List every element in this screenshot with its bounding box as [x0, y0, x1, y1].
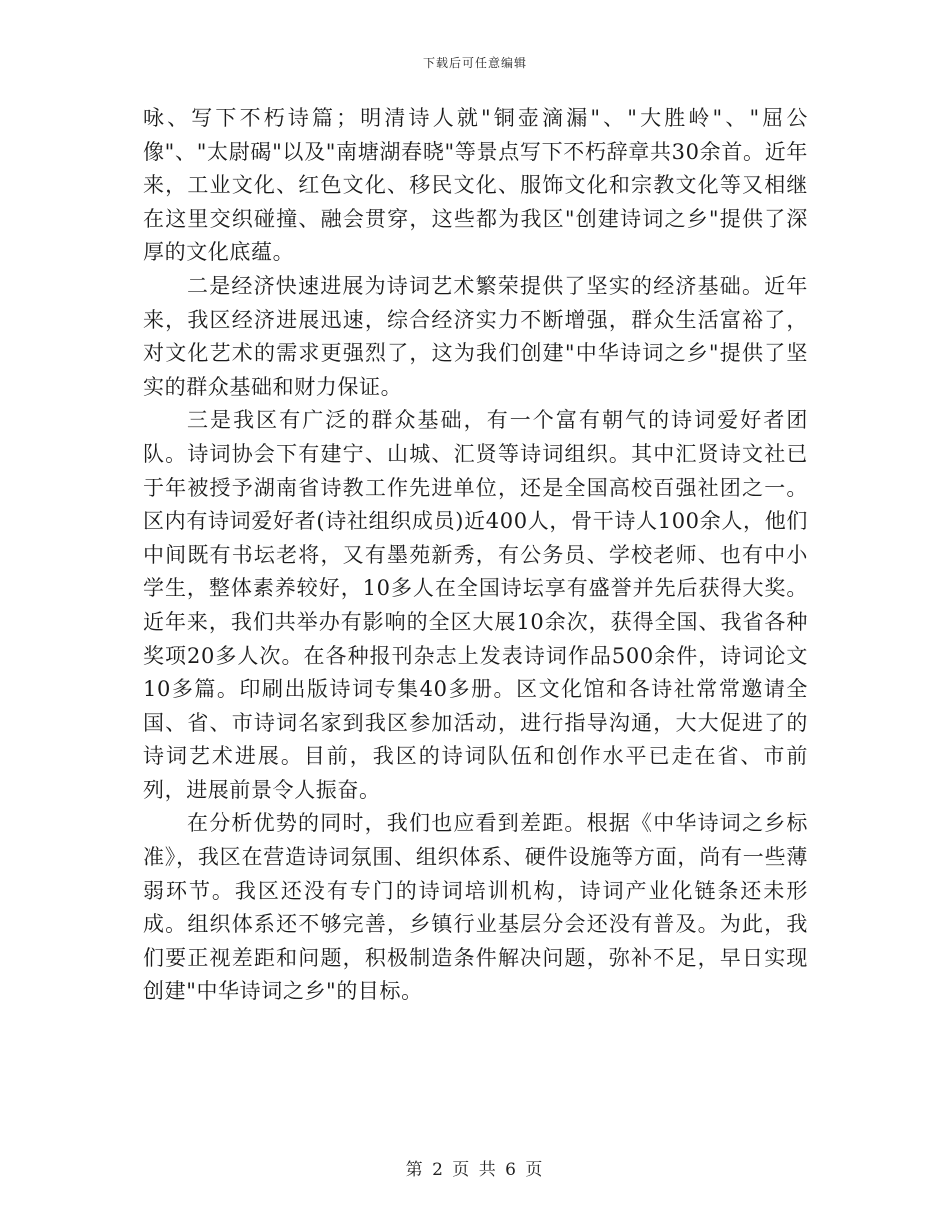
page-header: 下载后可任意编辑	[422, 56, 527, 70]
document-body	[143, 102, 808, 1009]
page-number-footer: 第 2 页 共 6 页	[405, 1160, 545, 1180]
paragraph-2: 二是经济快速进展为诗词艺术繁荣提供了坚实的经济基础。近年来，我区经济进展迅速，综合经济实力不断增强，群众生活富裕了，对文化艺术的需求更强烈了，这为我们创建"中华诗词之乡"提供了坚实的群众基础和财力保证。	[143, 273, 808, 399]
paragraph-1: 咏、写下不朽诗篇；明清诗人就"铜壶滴漏"、"大胜岭"、"屈公像"、"太尉碣"以及"南塘湖春晓"等景点写下不朽辞章共30余首。近年来，工业文化、红色文化、移民文化、服饰文化和宗教文化等又相继在这里交织碰撞、融会贯穿，这些都为我区"创建诗词之乡"提供了深厚的文化底蕴。	[143, 106, 808, 265]
paragraph-3: 三是我区有广泛的群众基础，有一个富有朝气的诗词爱好者团队。诗词协会下有建宁、山城、汇贤等诗词组织。其中汇贤诗文社已于年被授予湖南省诗教工作先进单位，还是全国高校百强社团之一。区内有诗词爱好者(诗社组织成员)近400人，骨干诗人100余人，他们中间既有书坛老将，又有墨苑新秀，有公务员、学校老师、也有中小学生，整体素养较好，10多人在全国诗坛享有盛誉并先后获得大奖。近年来，我们共举办有影响的全区大展10余次，获得全国、我省各种奖项20多人次。在各种报刊杂志上发表诗词作品500余件，诗词论文10多篇。印刷出版诗词专集40多册。区文化馆和各诗社常常邀请全国、省、市诗词名家到我区参加活动，进行指导沟通，大大促进了的诗词艺术进展。目前，我区的诗词队伍和创作水平已走在省、市前列，进展前景令人振奋。	[143, 408, 808, 802]
paragraph-4: 在分析优势的同时，我们也应看到差距。根据《中华诗词之乡标准》，我区在营造诗词氛围、组织体系、硬件设施等方面，尚有一些薄弱环节。我区还没有专门的诗词培训机构，诗词产业化链条还未形成。组织体系还不够完善，乡镇行业基层分会还没有普及。为此，我们要正视差距和问题，积极制造条件解决问题，弥补不足，早日实现创建"中华诗词之乡"的目标。	[143, 811, 808, 1004]
